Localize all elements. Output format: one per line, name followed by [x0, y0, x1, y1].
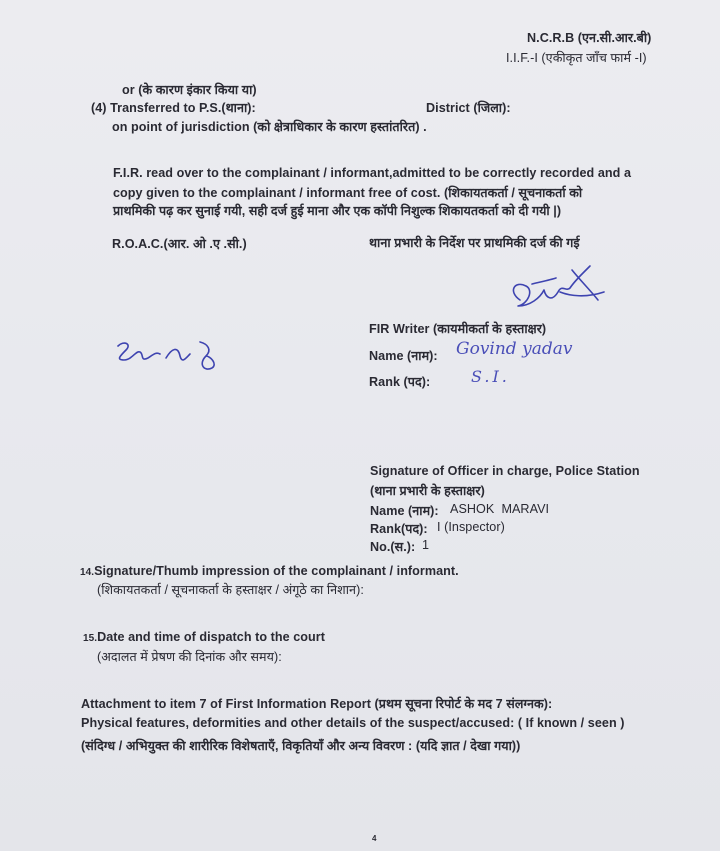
fir-writer-rank-label: Rank (पद): — [369, 375, 431, 389]
item-15-title: Date and time of dispatch to the court — [97, 630, 325, 644]
roac-label: R.O.A.C.(आर. ओ .ए .सी.) — [112, 237, 247, 251]
item-15 — [83, 630, 325, 644]
officer-name-value: ASHOK MARAVI — [450, 502, 550, 516]
registered-on-direction: थाना प्रभारी के निर्देश पर प्राथमिकी दर्ज की गई — [369, 236, 580, 250]
header-ncrb: N.C.R.B (एन.सी.आर.बी) — [527, 31, 652, 45]
fir-writer-rank-value: S.I. — [471, 367, 510, 386]
item-14-sub: (शिकायतकर्ता / सूचनाकर्ता के हस्ताक्षर / अंगूठे का निशान): — [97, 583, 364, 597]
fir-writer-signature — [500, 262, 620, 322]
attachment-line-2: Physical features, deformities and other details of the suspect/accused: ( If known / seen ) — [81, 716, 625, 730]
officer-signature-title: Signature of Officer in charge, Police Station — [370, 464, 640, 478]
officer-name-label: Name (नाम): — [370, 504, 439, 518]
item-14 — [80, 564, 459, 578]
attachment-line-1: Attachment to item 7 of First Information Report (प्रथम सूचना रिपोर्ट के मद 7 संलग्नक): — [81, 697, 553, 711]
officer-rank-label: Rank(पद): — [370, 522, 428, 536]
fir-read-line-1: F.I.R. read over to the complainant / informant,admitted to be correctly recorded and a — [113, 166, 631, 180]
header-iif: I.I.F.-I (एकीकृत जाँच फार्म -I) — [506, 51, 647, 65]
item-14-title: Signature/Thumb impression of the complainant / informant. — [94, 564, 459, 578]
fir-writer-name-value: Govind yadav — [456, 339, 573, 359]
fir-read-line-3: प्राथमिकी पढ़ कर सुनाई गयी, सही दर्ज हुई माना और एक कॉपी निशुल्क शिकायतकर्ता को दी गयी |) — [113, 204, 562, 218]
officer-signature-title-hi: (थाना प्रभारी के हस्ताक्षर) — [370, 484, 485, 498]
attachment-line-3: (संदिग्ध / अभियुक्त की शारीरिक विशेषताएँ, विकृतियाँ और अन्य विवरण : (यदि ज्ञात / देखा गया)) — [81, 739, 521, 753]
transferred-ps: (4) Transferred to P.S.(थाना): — [91, 101, 256, 115]
officer-no-label: No.(स.): — [370, 540, 416, 554]
item-15-number: 15. — [83, 633, 98, 644]
jurisdiction-line: on point of jurisdiction (को क्षेत्राधिकार के कारण हस्तांतरित) . — [112, 120, 427, 134]
officer-rank-value: I (Inspector) — [437, 520, 505, 534]
item-15-sub: (अदालत में प्रेषण की दिनांक और समय): — [97, 650, 282, 664]
complainant-signature — [110, 336, 230, 378]
page-number: 4 — [372, 834, 377, 843]
or-line: or (के कारण इंकार किया या) — [122, 83, 257, 97]
fir-writer-name-label: Name (नाम): — [369, 349, 438, 363]
fir-writer-label: FIR Writer (कायमीकर्ता के हस्ताक्षर) — [369, 322, 547, 336]
district-label: District (जिला): — [426, 101, 511, 115]
fir-read-line-2: copy given to the complainant / informant free of cost. (शिकायतकर्ता / सूचनाकर्ता को — [113, 186, 583, 200]
item-14-number: 14. — [80, 567, 95, 578]
officer-no-value: 1 — [422, 538, 430, 552]
